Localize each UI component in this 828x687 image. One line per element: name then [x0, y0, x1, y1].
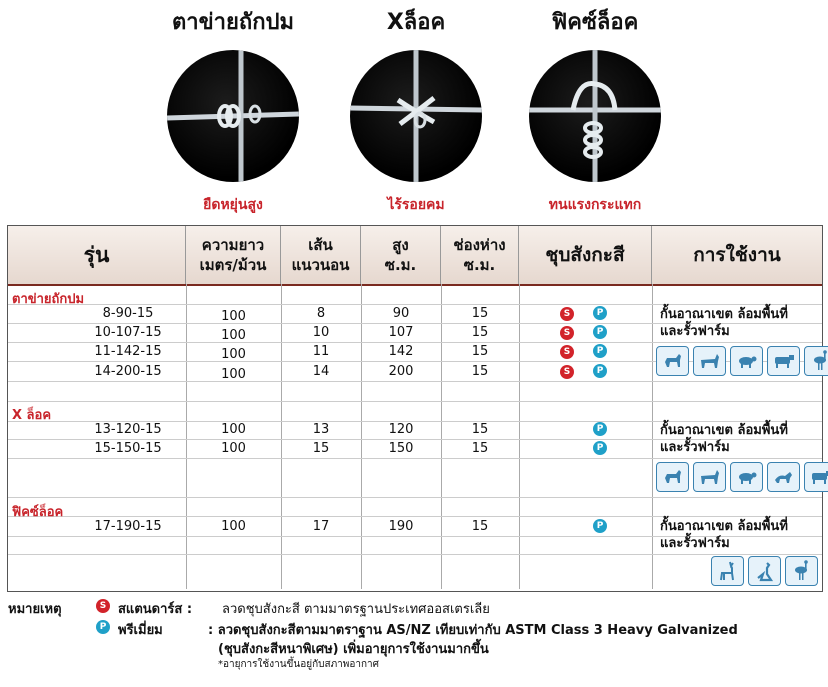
premium-label: พรีเมี่ยม	[118, 623, 163, 638]
table-header	[8, 226, 822, 286]
standard-label: สแตนดาร์ส :	[118, 602, 193, 617]
header-model: รุ่น	[8, 226, 186, 284]
header-height: สูง ซ.ม.	[361, 226, 441, 284]
dog-icon	[656, 462, 689, 492]
model-cell: 13-120-15	[94, 422, 162, 437]
row-divider	[8, 554, 822, 555]
usage-text: กั้นอาณาเขต ล้อมพื้นที่ และรั้วฟาร์ม	[660, 307, 788, 339]
knot-caption: ยืดหยุ่นสูง	[203, 197, 263, 213]
row-divider	[8, 497, 822, 498]
premium-badge: P	[593, 441, 607, 455]
header-lines: เส้น แนวนอน	[281, 226, 361, 284]
premium-badge: P	[593, 364, 607, 378]
row-divider	[8, 381, 822, 382]
height-cell: 190	[388, 519, 414, 534]
premium-text: : ลวดชุบสังกะสีตามมาตราฐาน AS/NZ เทียบเท่ากับ ASTM Class 3 Heavy Galvanized	[208, 623, 738, 638]
lines-cell: 15	[312, 441, 330, 456]
knot-title: ตาข่ายถักปม	[171, 10, 295, 35]
premium-badge: P	[96, 620, 110, 634]
height-cell: 90	[392, 306, 410, 321]
standard-badge: S	[560, 345, 574, 359]
row-divider	[8, 401, 822, 402]
spacing-cell: 15	[471, 344, 489, 359]
model-cell: 11-142-15	[94, 344, 162, 359]
deer-icon	[711, 556, 744, 586]
notes-label: หมายเหตุ	[8, 602, 62, 617]
premium-badge: P	[593, 325, 607, 339]
height-cell: 120	[388, 422, 414, 437]
model-cell: 15-150-15	[94, 441, 162, 456]
fixed-lock-image	[529, 50, 661, 182]
column-divider	[519, 284, 520, 589]
header-length: ความยาว เมตร/ม้วน	[186, 226, 281, 284]
knot-caption: ไร้รอยคม	[387, 197, 445, 213]
knot-feature-2	[331, 0, 501, 216]
standard-text: ลวดชุบสังกะสี ตามมาตรฐานประเทศออสเตรเลีย	[222, 602, 490, 617]
premium-badge: P	[593, 422, 607, 436]
animal-icons-group-3	[711, 556, 818, 586]
sheep-icon	[730, 462, 763, 492]
goat-icon	[693, 462, 726, 492]
standard-badge: S	[96, 599, 110, 613]
row-divider	[8, 458, 822, 459]
group-label: X ล็อค	[12, 408, 52, 423]
lines-cell: 11	[312, 344, 330, 359]
length-cell: 100	[221, 422, 246, 437]
spacing-cell: 15	[471, 441, 489, 456]
x-lock-image	[350, 50, 482, 182]
animal-icons-group-1	[656, 346, 828, 376]
header-usage: การใช้งาน	[693, 244, 781, 266]
lines-cell: 13	[312, 422, 330, 437]
knot-title: ฟิคซ์ล็อค	[551, 10, 639, 35]
height-cell: 150	[388, 441, 414, 456]
goat-icon	[693, 346, 726, 376]
length-cell: 100	[221, 367, 246, 382]
footnote: *อายุการใช้งานขึ้นอยู่กับสภาพอากาศ	[218, 659, 380, 670]
standard-badge: S	[560, 307, 574, 321]
spec-table	[7, 225, 823, 592]
lines-cell: 14	[312, 364, 330, 379]
dog-icon	[656, 346, 689, 376]
spacing-cell: 15	[471, 422, 489, 437]
knot-feature-3	[510, 0, 680, 216]
standard-badge: S	[560, 326, 574, 340]
premium-badge: P	[593, 306, 607, 320]
height-cell: 142	[388, 344, 414, 359]
sheep-icon	[730, 346, 763, 376]
cow-icon	[804, 462, 828, 492]
group-label: ตาข่ายถักปม	[12, 292, 85, 307]
spacing-cell: 15	[471, 519, 489, 534]
standard-badge: S	[560, 365, 574, 379]
model-cell: 8-90-15	[102, 306, 154, 321]
knot-feature-1	[148, 0, 318, 216]
model-cell: 17-190-15	[94, 519, 162, 534]
header-spacing: ช่องห่าง ซ.ม.	[441, 226, 519, 284]
premium-badge: P	[593, 344, 607, 358]
knot-caption: ทนแรงกระแทก	[548, 197, 642, 213]
lines-cell: 17	[312, 519, 330, 534]
usage-text: กั้นอาณาเขต ล้อมพื้นที่ และรั้วฟาร์ม	[660, 423, 788, 455]
group-label: ฟิคซ์ล็อค	[12, 505, 64, 520]
height-cell: 200	[388, 364, 414, 379]
usage-text: กั้นอาณาเขต ล้อมพื้นที่ และรั้วฟาร์ม	[660, 519, 788, 551]
animal-icons-group-2	[656, 462, 828, 492]
length-cell: 100	[221, 347, 246, 362]
lines-cell: 8	[316, 306, 326, 321]
ostrich-icon	[804, 346, 828, 376]
fox-icon	[767, 462, 800, 492]
length-cell: 100	[221, 441, 246, 456]
length-cell: 100	[221, 519, 246, 534]
lines-cell: 10	[312, 325, 330, 340]
premium-text-2: (ชุบสังกะสีหนาพิเศษ) เพิ่มอายุการใช้งานมากขึ้น	[218, 642, 489, 657]
length-cell: 100	[221, 309, 246, 324]
spacing-cell: 15	[471, 306, 489, 321]
height-cell: 107	[388, 325, 414, 340]
kangaroo-icon	[748, 556, 781, 586]
premium-badge: P	[593, 519, 607, 533]
column-divider	[652, 284, 653, 589]
hinge-knot-image	[167, 50, 299, 182]
cow-icon	[767, 346, 800, 376]
spacing-cell: 15	[471, 325, 489, 340]
knot-title: Xล็อค	[386, 10, 446, 35]
ostrich-icon	[785, 556, 818, 586]
header-coating: ชุบสังกะสี	[519, 226, 652, 284]
model-cell: 14-200-15	[94, 364, 162, 379]
length-cell: 100	[221, 328, 246, 343]
spacing-cell: 15	[471, 364, 489, 379]
model-cell: 10-107-15	[94, 325, 162, 340]
